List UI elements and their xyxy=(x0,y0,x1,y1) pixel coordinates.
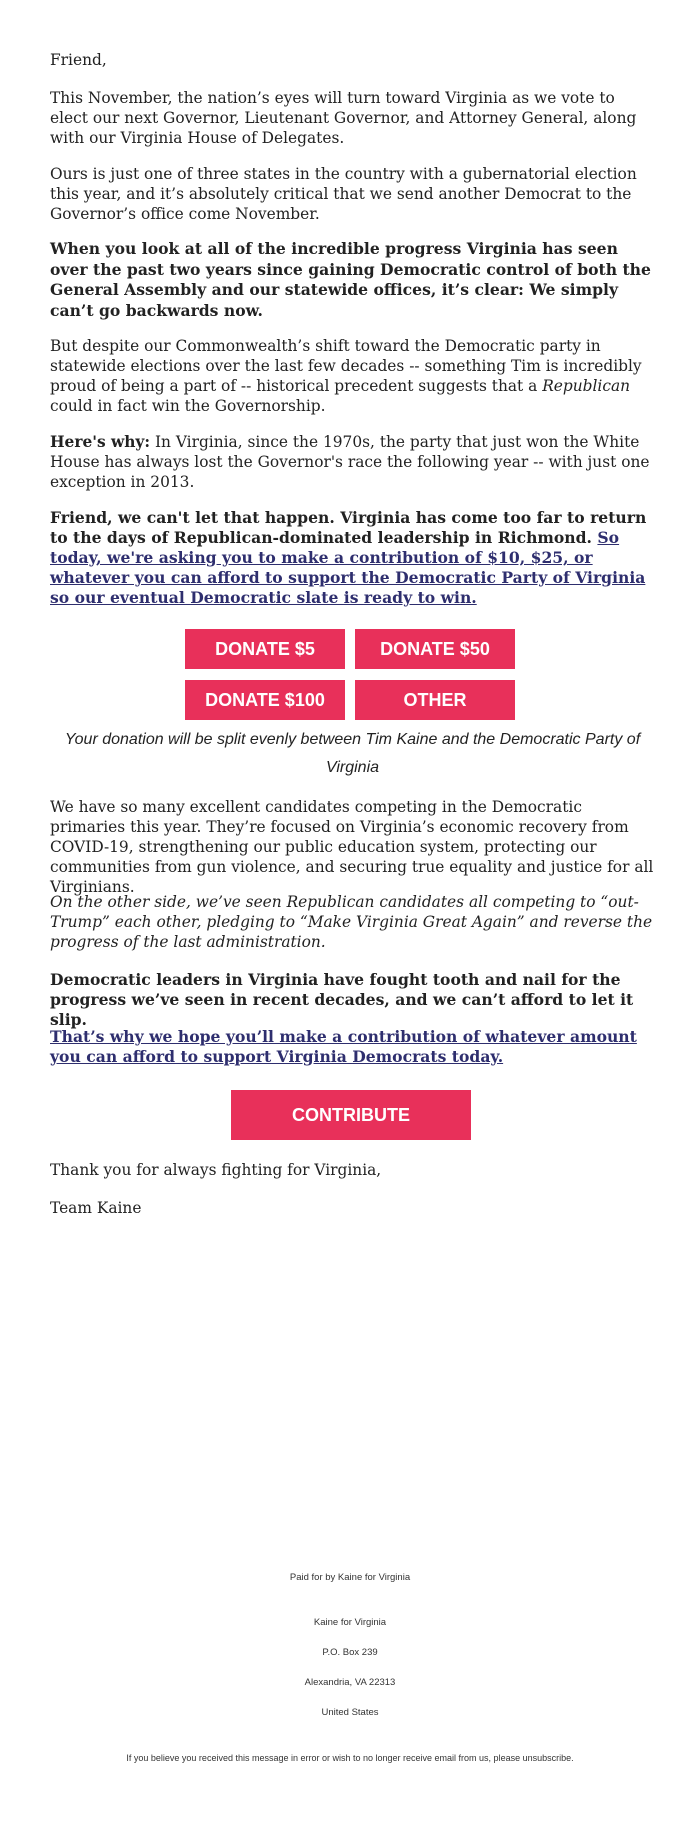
footer-org: Kaine for Virginia xyxy=(313,1617,387,1628)
contribution-link[interactable]: So today, we're asking you to make a contribution of $10, $25, or whatever you can afford to support the Democratic Party of Virginia so our eventual Democratic slate is ready to win. xyxy=(50,528,646,607)
precedent-text-b: could in fact win the Governorship. xyxy=(50,397,326,415)
ask-bold-text: Friend, we can't let that happen. Virginia has come too far to return to the days of Republican-dominated leadership in Richmond. xyxy=(50,508,647,547)
footer-city: Alexandria, VA 22313 xyxy=(304,1677,396,1688)
paragraph-republicans: On the other side, we’ve seen Republican candidates all competing to “out-Trump” each other, pledging to “Make Virginia Great Again” and reverse the progress of the last administration. xyxy=(50,893,653,951)
paragraph-gubernatorial: Ours is just one of three states in the country with a gubernatorial election this year, and it’s absolutely critical that we send another Democrat to the Governor’s office come November. xyxy=(50,165,637,223)
paragraph-hope xyxy=(50,1027,655,1067)
footer-country: United States xyxy=(321,1707,379,1718)
greeting: Friend, xyxy=(50,51,107,69)
contribute-button[interactable]: CONTRIBUTE xyxy=(231,1090,471,1140)
donate-other-button[interactable]: OTHER xyxy=(355,680,515,720)
paragraph-candidates: We have so many excellent candidates competing in the Democratic primaries this year. They’re focused on Virginia’s economic recovery from COVID-19, strengthening our public education system, protecting our communities from gun violence, and securing true equality and justice for all Virginians. xyxy=(50,798,654,896)
signature: Team Kaine xyxy=(50,1199,142,1217)
donate-100-button[interactable]: DONATE $100 xyxy=(185,680,345,720)
contribute-link[interactable]: That’s why we hope you’ll make a contribution of whatever amount you can afford to support Virginia Democrats today. xyxy=(50,1027,637,1066)
paragraph-leaders: Democratic leaders in Virginia have fought tooth and nail for the progress we’ve seen in recent decades, and we can’t afford to let it slip. xyxy=(50,970,634,1029)
closing-line: Thank you for always fighting for Virginia, xyxy=(50,1161,382,1179)
why-text: In Virginia, since the 1970s, the party that just won the White House has always lost the Governor's race the following year -- with just one exception in 2013. xyxy=(50,433,650,491)
footer-unsubscribe: If you believe you received this message in error or wish to no longer receive email from us, please unsubscribe. xyxy=(126,1753,574,1763)
paragraph-progress: When you look at all of the incredible progress Virginia has seen over the past two years since gaining Democratic control of both the General Assembly and our statewide offices, it’s clear: We simply can’t go backwards now. xyxy=(50,239,651,320)
donation-split-note: Your donation will be split evenly between Tim Kaine and the Democratic Party of Virginia xyxy=(64,731,641,776)
precedent-text-a: But despite our Commonwealth’s shift toward the Democratic party in statewide elections over the last few decades -- something Tim is incredibly proud of being a part of -- historical precedent suggests that a xyxy=(50,337,642,395)
footer-po-box: P.O. Box 239 xyxy=(322,1647,378,1658)
paragraph-why xyxy=(50,432,655,492)
paragraph-precedent xyxy=(50,336,655,416)
precedent-emphasis: Republican xyxy=(542,377,631,395)
footer-paid-for: Paid for by Kaine for Virginia xyxy=(289,1572,411,1583)
why-label: Here's why: xyxy=(50,433,151,451)
donate-50-button[interactable]: DONATE $50 xyxy=(355,629,515,669)
paragraph-ask xyxy=(50,508,655,608)
donate-5-button[interactable]: DONATE $5 xyxy=(185,629,345,669)
paragraph-intro: This November, the nation’s eyes will turn toward Virginia as we vote to elect our next Governor, Lieutenant Governor, and Attorney General, along with our Virginia House of Delegates. xyxy=(50,89,637,147)
